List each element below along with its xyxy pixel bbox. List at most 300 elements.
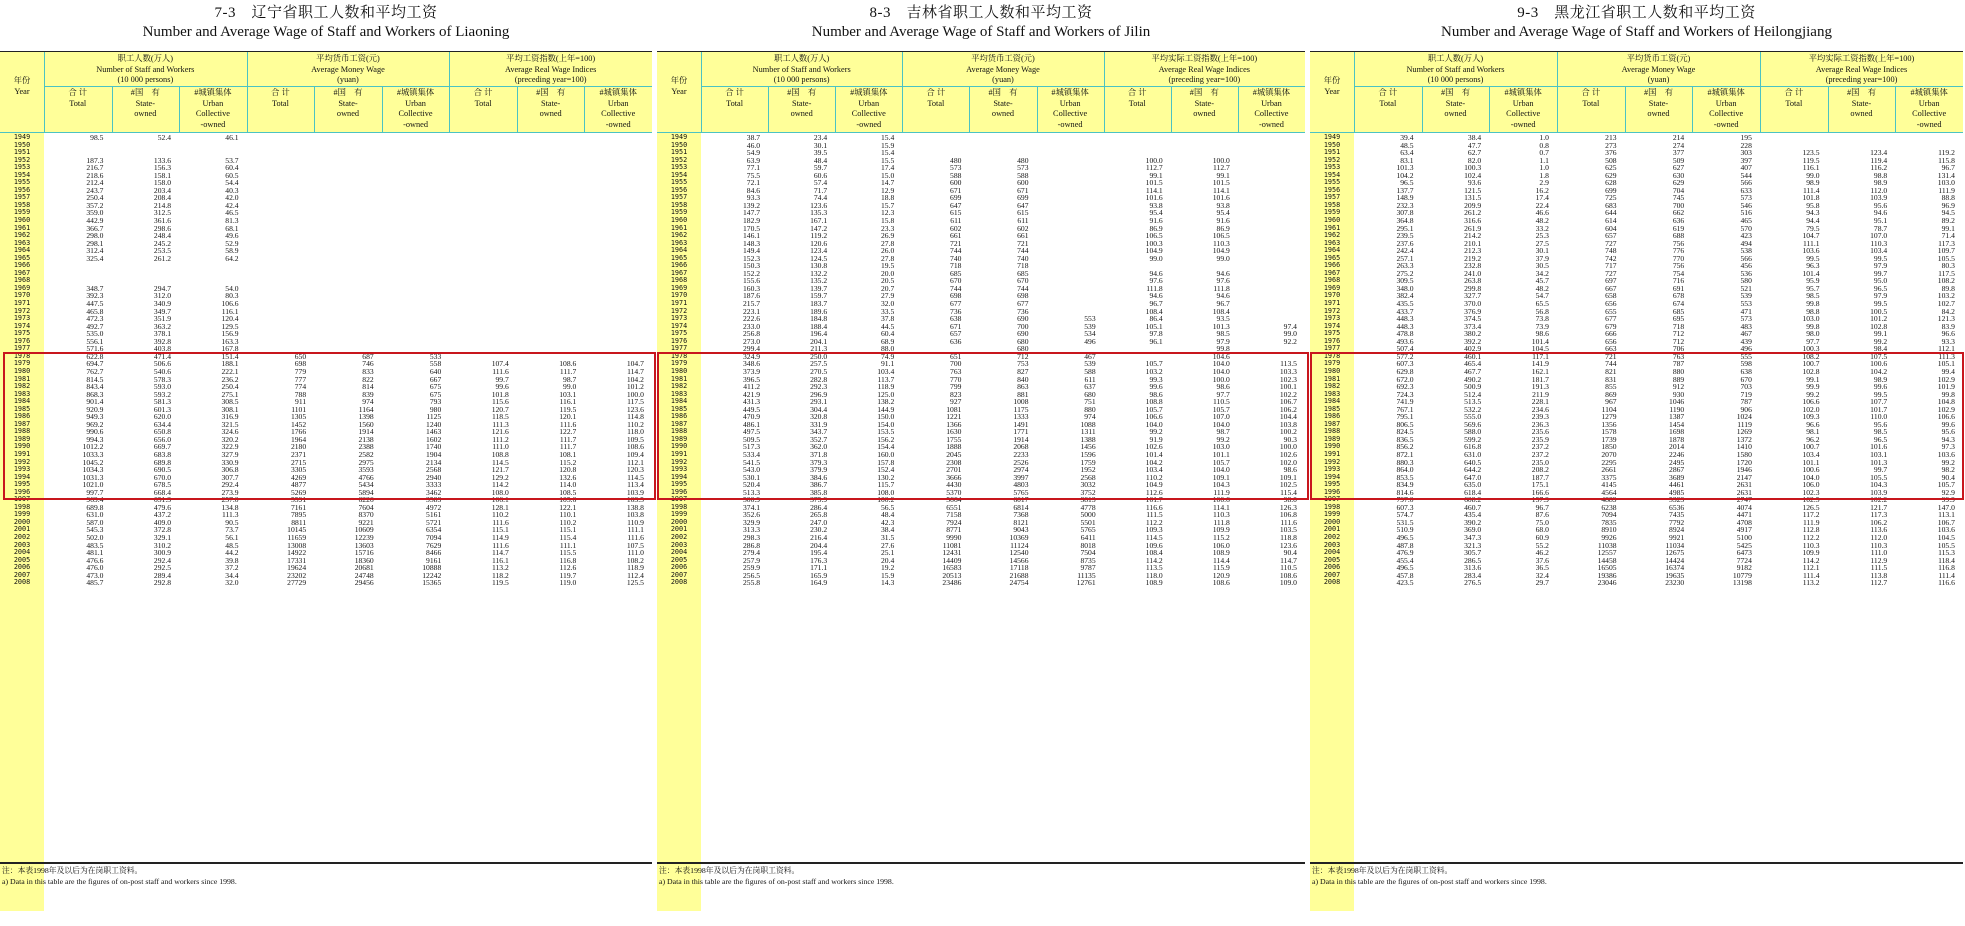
value-cell: 99.2 <box>1806 389 1820 399</box>
group-header-cn: 平均实际工资指数(上年=100) <box>1151 54 1258 63</box>
value-cell: 259.9 <box>742 563 761 573</box>
table-title-cn: 9-3 黑龙江省职工人数和平均工资 <box>1517 5 1756 21</box>
value-cell: 716 <box>1672 276 1685 286</box>
value-cell: 289.4 <box>153 570 172 580</box>
value-cell: 112.1 <box>627 457 644 467</box>
value-cell: 718 <box>1672 321 1685 331</box>
year-cell: 1986 <box>13 412 31 421</box>
year-cell: 1987 <box>670 419 688 428</box>
subheader-en: State- <box>1648 98 1669 108</box>
group-header-en: Average Money Wage <box>1621 64 1696 74</box>
value-cell: 17118 <box>1009 563 1029 573</box>
value-cell: 402.9 <box>1464 344 1482 354</box>
value-cell: 15.5 <box>880 155 895 165</box>
value-cell: 104.9 <box>1212 246 1230 256</box>
value-cell: 20.7 <box>880 283 895 293</box>
value-cell: 521 <box>1740 283 1752 293</box>
group-header-en: Number of Staff and Workers <box>96 64 195 74</box>
value-cell: 520.4 <box>742 480 761 490</box>
value-cell: 170.5 <box>742 223 761 233</box>
value-cell: 102.9 <box>1937 374 1955 384</box>
value-cell: 101.6 <box>1145 193 1163 203</box>
value-cell: 248.4 <box>153 231 172 241</box>
value-cell: 104.4 <box>1279 412 1297 422</box>
value-cell: 990.6 <box>86 427 104 437</box>
value-cell: 62.7 <box>1467 148 1482 158</box>
value-cell: 152.4 <box>877 465 895 475</box>
value-cell: 1560 <box>358 419 374 429</box>
value-cell: 94.3 <box>1806 208 1820 218</box>
value-cell: 102.6 <box>1279 449 1297 459</box>
value-cell: 27.6 <box>880 540 895 550</box>
value-cell: 92.9 <box>1941 487 1955 497</box>
value-cell: 110.2 <box>559 517 577 527</box>
value-cell: 104.0 <box>1212 465 1230 475</box>
value-cell: 98.9 <box>1873 178 1888 188</box>
year-header-en: Year <box>14 86 30 96</box>
value-cell: 14.3 <box>880 578 895 588</box>
year-cell: 1959 <box>13 208 31 217</box>
subheader-en: Urban <box>1715 98 1737 108</box>
value-cell: 2940 <box>426 472 442 482</box>
value-cell: 164.9 <box>810 578 828 588</box>
year-cell: 1967 <box>1323 268 1341 277</box>
value-cell: 997.7 <box>86 487 104 497</box>
subheader-en: Urban <box>607 98 629 108</box>
value-cell: 10779 <box>1732 570 1752 580</box>
value-cell: 502.0 <box>86 532 104 542</box>
value-cell: 530.1 <box>742 472 761 482</box>
value-cell: 20681 <box>354 563 374 573</box>
value-cell: 114.1 <box>1213 502 1230 512</box>
value-cell: 574.7 <box>1396 510 1414 520</box>
value-cell: 183.7 <box>810 299 828 309</box>
value-cell: 974 <box>1084 412 1096 422</box>
value-cell: 104.8 <box>1937 397 1955 407</box>
value-cell: 671 <box>950 321 962 331</box>
value-cell: 23202 <box>287 570 307 580</box>
value-cell: 95.4 <box>1216 208 1230 218</box>
value-cell: 111.0 <box>627 548 644 558</box>
value-cell: 149.4 <box>742 246 761 256</box>
year-cell: 1994 <box>13 472 31 481</box>
value-cell: 379.9 <box>810 465 828 475</box>
value-cell: 112.6 <box>559 563 577 573</box>
value-cell: 104.0 <box>1212 419 1230 429</box>
year-cell: 1992 <box>1323 457 1341 466</box>
subheader-en: Urban <box>858 98 880 108</box>
value-cell: 292.8 <box>153 578 172 588</box>
value-cell: 839 <box>362 389 374 399</box>
year-cell: 1970 <box>670 291 688 300</box>
value-cell: 1850 <box>1601 442 1617 452</box>
value-cell: 12242 <box>422 570 442 580</box>
value-cell: 63.9 <box>746 155 761 165</box>
value-cell: 165.9 <box>810 570 828 580</box>
year-cell: 2003 <box>13 540 31 549</box>
value-cell: 763 <box>1672 351 1685 361</box>
value-cell: 3689 <box>1669 472 1685 482</box>
value-cell: 2180 <box>290 442 307 452</box>
value-cell: 46.1 <box>225 133 239 142</box>
group-header-real-wage-index <box>1760 54 1963 86</box>
value-cell: 2975 <box>358 457 374 467</box>
value-cell: 5591 <box>290 495 307 505</box>
value-cell: 622.8 <box>86 351 104 361</box>
year-cell: 2004 <box>1323 548 1341 557</box>
value-cell: 98.6 <box>1535 329 1549 339</box>
value-cell: 124.5 <box>810 253 828 263</box>
value-cell: 719 <box>1740 389 1752 399</box>
value-cell: 631.0 <box>1464 449 1482 459</box>
value-cell: 378.1 <box>153 329 172 339</box>
value-cell: 3813 <box>1080 495 1096 505</box>
value-cell: 836.5 <box>1396 434 1414 444</box>
value-cell: 313.6 <box>1464 563 1482 573</box>
value-cell: 423 <box>1740 231 1752 241</box>
value-cell: 96.5 <box>1873 283 1888 293</box>
value-cell: 619 <box>1672 223 1685 233</box>
year-cell: 1966 <box>13 261 31 270</box>
value-cell: 286.5 <box>1464 555 1482 565</box>
value-cell: 256.5 <box>742 570 761 580</box>
value-cell: 106.7 <box>1279 397 1297 407</box>
year-header-en: Year <box>1324 86 1340 96</box>
value-cell: 8466 <box>426 548 442 558</box>
value-cell: 638 <box>1740 366 1752 376</box>
value-cell: 1034.3 <box>82 465 104 475</box>
value-cell: 299.4 <box>742 344 761 354</box>
value-cell: 107.5 <box>1870 351 1888 361</box>
year-cell: 1991 <box>1323 449 1341 458</box>
value-cell: 12.9 <box>880 185 895 195</box>
year-cell: 1986 <box>1323 412 1341 421</box>
value-cell: 150.0 <box>877 412 895 422</box>
value-cell: 2747 <box>1736 495 1752 505</box>
value-cell: 767.1 <box>1396 404 1414 414</box>
value-cell: 235.9 <box>1531 434 1549 444</box>
value-cell: 23.4 <box>813 133 828 142</box>
year-cell: 1951 <box>1323 148 1341 157</box>
data-table <box>1310 51 1963 588</box>
year-cell: 1968 <box>670 276 688 285</box>
value-cell: 100.5 <box>1870 306 1888 316</box>
value-cell: 119.2 <box>810 231 828 241</box>
value-cell: 111.8 <box>1213 283 1230 293</box>
group-header-cn: 职工人数(万人) <box>1427 54 1484 63</box>
value-cell: 611 <box>950 216 962 226</box>
value-cell: 1914 <box>1013 434 1029 444</box>
value-cell: 117.3 <box>1870 510 1888 520</box>
value-cell: 96.7 <box>1149 299 1163 309</box>
value-cell: 89.2 <box>1941 216 1955 226</box>
value-cell: 34.4 <box>225 570 239 580</box>
year-cell: 1950 <box>670 140 688 149</box>
value-cell: 531.5 <box>1396 517 1414 527</box>
year-cell: 1971 <box>13 299 31 308</box>
value-cell: 97.7 <box>1806 336 1820 346</box>
value-cell: 95.8 <box>1806 200 1820 210</box>
year-cell: 1978 <box>1323 351 1341 360</box>
value-cell: 97.9 <box>1216 336 1230 346</box>
value-cell: 435.4 <box>1464 510 1482 520</box>
value-cell: 460.1 <box>1464 351 1482 361</box>
value-cell: 39.8 <box>225 555 239 565</box>
value-cell: 634.4 <box>153 419 172 429</box>
value-cell: 1175 <box>1013 404 1029 414</box>
header-divider <box>1104 52 1105 132</box>
value-cell: 117.1 <box>1532 351 1549 361</box>
value-cell: 667 <box>429 374 442 384</box>
subheader-cn: #国 有 <box>536 88 566 97</box>
year-cell: 1995 <box>1323 480 1341 489</box>
value-cell: 100.6 <box>1870 359 1888 369</box>
value-cell: 122.1 <box>559 502 577 512</box>
group-header-unit: (10 000 persons) <box>773 75 830 84</box>
value-cell: 15.4 <box>880 148 895 158</box>
year-cell: 1989 <box>670 434 688 443</box>
value-cell: 230.2 <box>810 525 828 535</box>
value-cell: 46.2 <box>1535 548 1549 558</box>
header-divider <box>969 86 970 132</box>
value-cell: 104.3 <box>1212 480 1230 490</box>
subheader-en: Urban <box>1059 98 1081 108</box>
value-cell: 447.5 <box>86 299 104 309</box>
year-cell: 1968 <box>1323 276 1341 285</box>
value-cell: 363.2 <box>153 321 172 331</box>
value-cell: 88.0 <box>880 344 895 354</box>
value-cell: 110.3 <box>1870 238 1888 248</box>
header-divider <box>701 86 1305 87</box>
subheader-en: owned <box>134 109 157 118</box>
value-cell: 630 <box>1672 170 1685 180</box>
value-cell: 5894 <box>358 487 374 497</box>
year-cell: 1955 <box>670 178 688 187</box>
value-cell: 257.9 <box>742 555 761 565</box>
value-cell: 110.3 <box>1870 540 1888 550</box>
value-cell: 298.3 <box>742 532 761 542</box>
value-cell: 880 <box>1084 404 1096 414</box>
year-cell: 1949 <box>670 133 688 141</box>
value-cell: 675 <box>429 389 442 399</box>
value-cell: 465 <box>1740 216 1752 226</box>
year-cell: 2006 <box>1323 563 1341 572</box>
value-cell: 99.1 <box>1806 374 1820 384</box>
value-cell: 101.1 <box>1212 449 1230 459</box>
value-cell: 361.6 <box>153 216 172 226</box>
value-cell: 476.9 <box>1396 548 1414 558</box>
value-cell: 120.3 <box>626 465 644 475</box>
value-cell: 108.6 <box>559 359 577 369</box>
year-cell: 2007 <box>13 570 31 579</box>
value-cell: 241.0 <box>1464 268 1482 278</box>
value-cell: 99.0 <box>1149 253 1163 263</box>
value-cell: 294.7 <box>153 283 172 293</box>
year-cell: 1965 <box>1323 253 1341 262</box>
value-cell: 538 <box>1740 246 1752 256</box>
value-cell: 1046 <box>1669 397 1685 407</box>
value-cell: 166.6 <box>1531 487 1549 497</box>
value-cell: 187.6 <box>742 291 761 301</box>
value-cell: 101.3 <box>1870 457 1888 467</box>
value-cell: 4985 <box>1669 487 1685 497</box>
value-cell: 115.2 <box>559 457 577 467</box>
value-cell: 746 <box>362 359 374 369</box>
value-cell: 107.7 <box>1870 397 1888 407</box>
value-cell: 228 <box>1740 140 1752 150</box>
value-cell: 546 <box>1740 200 1752 210</box>
subheader-cn: #城镇集体 <box>850 88 888 97</box>
value-cell: 99.3 <box>1149 374 1163 384</box>
value-cell: 54.7 <box>1535 291 1549 301</box>
value-cell: 98.0 <box>1806 329 1820 339</box>
group-header-en: Average Money Wage <box>311 64 385 74</box>
value-cell: 690 <box>1017 329 1029 339</box>
value-cell: 104.7 <box>626 359 644 369</box>
value-cell: 1372 <box>1736 434 1752 444</box>
value-cell: 320.2 <box>221 434 239 444</box>
table-panel-heilongjiang <box>1310 0 1963 926</box>
value-cell: 690 <box>1017 314 1029 324</box>
value-cell: 100.6 <box>1212 495 1230 505</box>
value-cell: 15365 <box>422 578 442 588</box>
value-cell: 742 <box>1605 253 1617 263</box>
value-cell: 100.7 <box>1802 359 1820 369</box>
value-cell: 776 <box>1672 246 1685 256</box>
value-cell: 1914 <box>358 427 374 437</box>
year-cell: 1964 <box>1323 246 1341 255</box>
value-cell: 470.9 <box>742 412 761 422</box>
value-cell: 56.5 <box>880 502 895 512</box>
value-cell: 54.0 <box>225 283 239 293</box>
value-cell: 636 <box>1672 216 1685 226</box>
year-cell: 2008 <box>670 578 688 587</box>
value-cell: 320.8 <box>810 412 828 422</box>
table-title-cn: 7-3 辽宁省职工人数和平均工资 <box>214 5 438 21</box>
value-cell: 155.6 <box>742 276 761 286</box>
value-cell: 2045 <box>946 449 962 459</box>
value-cell: 39.4 <box>1400 133 1414 142</box>
value-cell: 6354 <box>426 525 442 535</box>
subheader-en: owned <box>539 109 562 118</box>
value-cell: 994.3 <box>86 434 104 444</box>
value-cell: 736 <box>1017 306 1029 316</box>
value-cell: 5425 <box>1736 540 1752 550</box>
value-cell: 650.8 <box>153 427 172 437</box>
value-cell: 114.2 <box>1145 555 1163 565</box>
value-cell: 1033.3 <box>82 449 104 459</box>
value-cell: 114.1 <box>1145 185 1163 195</box>
value-cell: 261.2 <box>153 253 172 263</box>
value-cell: 263.3 <box>1396 261 1414 271</box>
value-cell: 2308 <box>946 457 962 467</box>
year-cell: 1962 <box>13 231 31 240</box>
value-cell: 455.4 <box>1396 555 1414 565</box>
subheader-cn: 合 计 <box>725 88 744 97</box>
year-cell: 2000 <box>13 517 31 526</box>
value-cell: 10609 <box>354 525 374 535</box>
value-cell: 116.6 <box>1145 502 1163 512</box>
value-cell: 73.9 <box>1535 321 1549 331</box>
value-cell: 72.1 <box>746 178 761 188</box>
value-cell: 42.3 <box>880 517 895 527</box>
value-cell: 14922 <box>287 548 307 558</box>
value-cell: 27.8 <box>880 238 895 248</box>
table-header <box>0 51 652 133</box>
value-cell: 90.4 <box>1941 472 1955 482</box>
value-cell: 100.0 <box>1279 442 1297 452</box>
subheader-en: owned <box>1444 109 1467 118</box>
value-cell: 102.5 <box>1802 495 1820 505</box>
value-cell: 234.6 <box>1531 404 1549 414</box>
value-cell: 331.9 <box>810 419 828 429</box>
value-cell: 118.0 <box>627 427 644 437</box>
value-cell: 125.0 <box>877 389 895 399</box>
value-cell: 744 <box>1017 246 1029 256</box>
year-cell: 1957 <box>670 193 688 202</box>
value-cell: 390.2 <box>1464 517 1482 527</box>
value-cell: 108.0 <box>491 487 509 497</box>
value-cell: 101.3 <box>1212 321 1230 331</box>
value-cell: 620.0 <box>153 412 172 422</box>
data-table <box>0 51 652 588</box>
value-cell: 79.5 <box>1806 223 1820 233</box>
value-cell: 539 <box>1740 291 1752 301</box>
header-divider <box>1354 52 1355 132</box>
group-header-unit: (yuan) <box>1647 75 1670 84</box>
table-row <box>0 270 652 278</box>
value-cell: 11034 <box>1665 540 1685 550</box>
value-cell: 111.1 <box>559 540 577 550</box>
value-cell: 5765 <box>1080 525 1096 535</box>
value-cell: 105.7 <box>1212 404 1230 414</box>
table-row <box>0 255 652 263</box>
value-cell: 1878 <box>1669 434 1685 444</box>
value-cell: 74.4 <box>813 193 828 203</box>
value-cell: 9990 <box>946 532 962 542</box>
value-cell: 688 <box>1672 231 1685 241</box>
value-cell: 109.0 <box>1279 578 1297 588</box>
value-cell: 431.3 <box>742 397 761 407</box>
value-cell: 108.2 <box>626 555 644 565</box>
header-divider <box>584 86 585 132</box>
value-cell: 60.6 <box>813 170 828 180</box>
value-cell: 536 <box>1740 268 1752 278</box>
year-cell: 2007 <box>670 570 688 579</box>
value-cell: 211.3 <box>810 344 828 354</box>
subheader-en: Urban <box>202 98 224 108</box>
value-cell: 20.5 <box>880 276 895 286</box>
value-cell: 286.8 <box>742 540 761 550</box>
value-cell: 33.2 <box>1535 223 1549 233</box>
value-cell: 99.6 <box>1941 419 1955 429</box>
value-cell: 403.8 <box>153 344 172 354</box>
value-cell: 257.1 <box>1396 253 1414 263</box>
value-cell: 496 <box>1084 336 1096 346</box>
value-cell: 831 <box>1605 374 1617 384</box>
value-cell: 456 <box>1740 261 1752 271</box>
value-cell: 256.8 <box>742 329 761 339</box>
year-cell: 2002 <box>670 532 688 541</box>
value-cell: 308.5 <box>221 397 239 407</box>
value-cell: 599.2 <box>1464 434 1482 444</box>
value-cell: 48.2 <box>1535 216 1549 226</box>
year-cell: 1963 <box>1323 238 1341 247</box>
subheader-en: Urban <box>1918 98 1940 108</box>
value-cell: 261.2 <box>1464 208 1482 218</box>
value-cell: 257.5 <box>810 359 828 369</box>
header-divider <box>1489 86 1490 132</box>
